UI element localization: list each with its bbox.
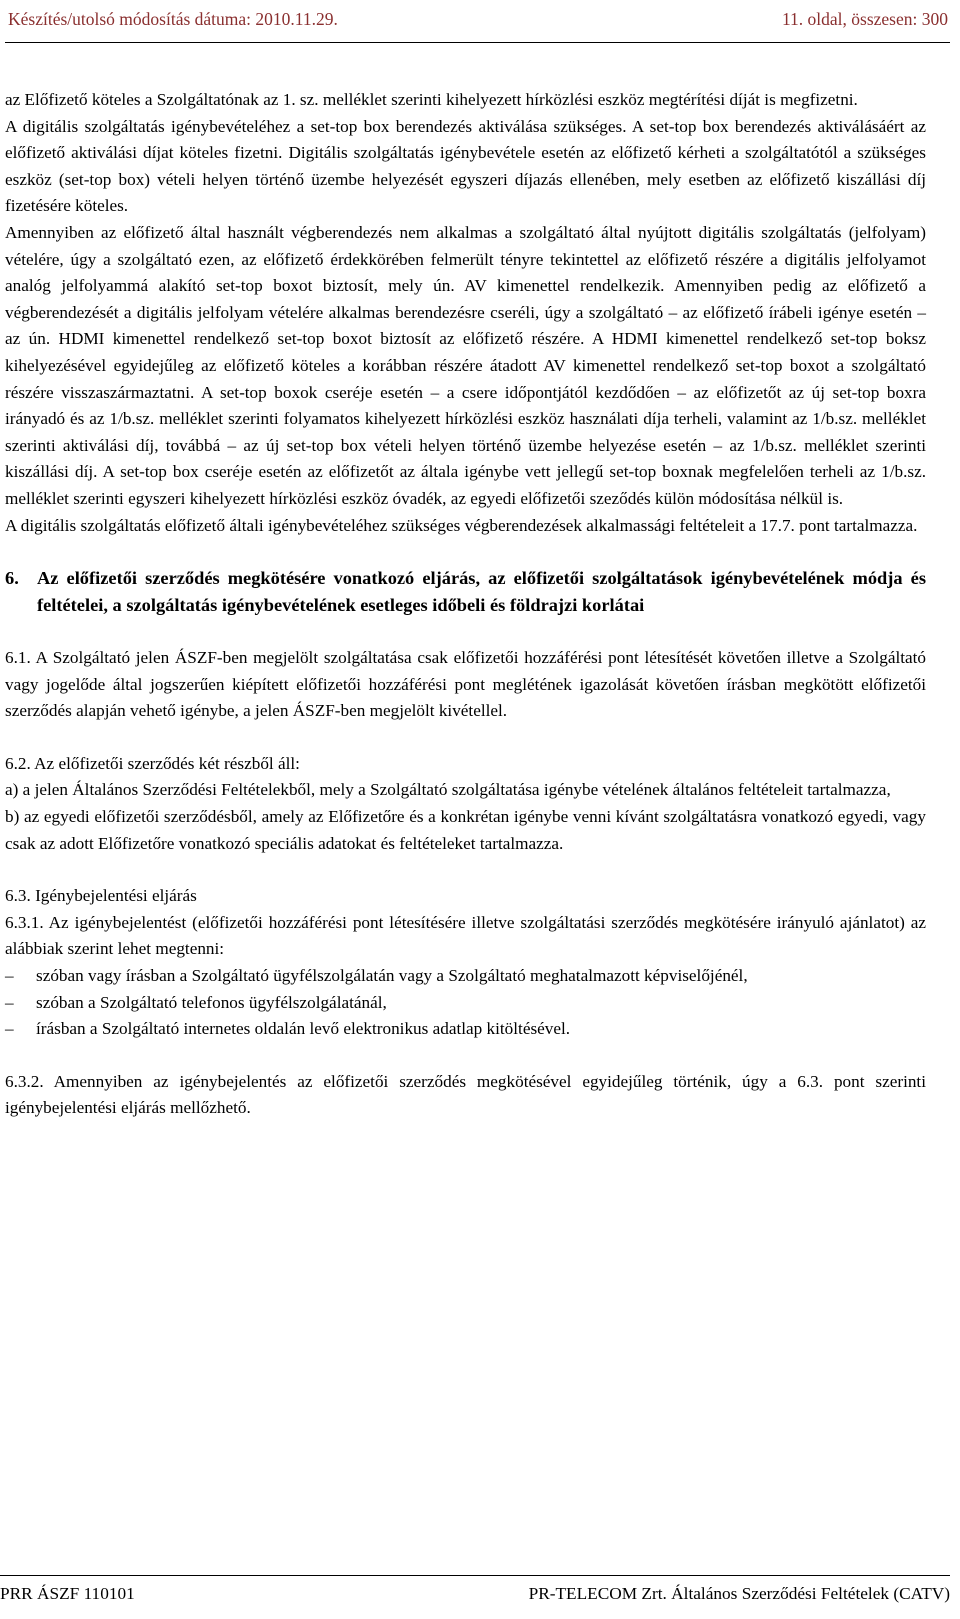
footer-divider [0, 1575, 950, 1576]
header-date: Készítés/utolsó módosítás dátuma: 2010.11.29. [8, 9, 338, 29]
dash-bullet: – [5, 992, 14, 1012]
list-item [5, 1016, 926, 1043]
page-footer [0, 1583, 950, 1609]
document-body [5, 87, 926, 1122]
paragraph-requirements: A digitális szolgáltatás előfizető általi igénybevételéhez szükséges végberendezések alkalmassági feltételeit a 17.7. pont tartalmazza. [5, 515, 918, 535]
paragraph-6-2-b: b) az egyedi előfizetői szerződésből, amely az Előfizetőre és a konkrétan igénybe venni kívánt szolgáltatásra vonatkozó egyedi, vagy csak az adott Előfizetőre vonatkozó speciális adatokat és feltételeket tartalmazza. [5, 807, 926, 853]
list-item-text: írásban a Szolgáltató internetes oldalán levő elektronikus adatlap kitöltésével. [36, 1019, 571, 1039]
footer-company: PR-TELECOM Zrt. Általános Szerződési Feltételek (CATV) [528, 1584, 950, 1603]
paragraph-activation: A digitális szolgáltatás igénybevételéhez a set-top box berendezés aktiválása szükséges. A set-top box berendezés aktiválásáért az előfizető aktiválási díjat köteles fizetni. Digitális szolgáltatás igénybevétele esetén az előfizető kérheti a szolgáltatótól a szükséges eszköz (set-top box) vételi helyen történő üzembe helyezését egyszeri díjazás ellenében, mely esetben az előfizető kiszállási díj fizetésére köteles. [5, 116, 926, 216]
header-page-count: 11. oldal, összesen: 300 [781, 9, 948, 29]
list-item-text: szóban vagy írásban a Szolgáltató ügyfélszolgálatán vagy a Szolgáltató meghatalmazott képviselőjénél, [36, 966, 748, 986]
dash-bullet: – [5, 966, 14, 986]
section-title: Az előfizetői szerződés megkötésére vonatkozó eljárás, az előfizetői szolgáltatások igénybevételének módja és feltételei, a szolgáltatás igénybevételének esetleges időbeli és földrajzi korlátai [37, 568, 926, 616]
dash-bullet: – [5, 1019, 14, 1039]
paragraph-6-2-intro: 6.2. Az előfizetői szerződés két részből áll: [5, 753, 300, 773]
page-header [8, 8, 948, 32]
spacer [5, 1043, 926, 1069]
spacer [5, 725, 926, 751]
spacer [5, 539, 926, 565]
paragraph-6-3-1: 6.3.1. Az igénybejelentést (előfizetői hozzáférési pont létesítésére illetve szolgáltatási szerződés megkötésére irányuló ajánlatot) az alábbiak szerint lehet megtenni: [5, 912, 926, 959]
spacer [5, 857, 926, 883]
paragraph-6-3-2: 6.3.2. Amennyiben az igénybejelentés az előfizetői szerződés megkötésével egyidejűleg történik, úgy a 6.3. pont szerinti igénybejelentési eljárás mellőzhető. [5, 1071, 926, 1118]
subsection-title: 6.3. Igénybejelentési eljárás [5, 886, 197, 906]
paragraph-6-1: 6.1. A Szolgáltató jelen ÁSZF-ben megjelölt szolgáltatása csak előfizetői hozzáférési pont létesítését követően illetve a Szolgáltató vagy jogelőde által jogszerűen kiépített előfizetői hozzáférési pont meglétének igazolását követően írásban megkötött előfizetői szerződés alapján vehető igénybe, a jelen ÁSZF-ben megjelölt kivétellel. [5, 648, 926, 721]
section-heading [5, 565, 926, 619]
spacer [5, 619, 926, 645]
list-item [5, 963, 926, 990]
footer-document-id: PRR ÁSZF 110101 [0, 1584, 135, 1603]
paragraph-6-2-a: a) a jelen Általános Szerződési Feltételekből, mely a Szolgáltató szolgáltatása igénybe vételének általános feltételeit tartalmazza, [5, 780, 891, 800]
section-number: 6. [5, 568, 19, 589]
list-item [5, 990, 926, 1017]
paragraph-fee: az Előfizető köteles a Szolgáltatónak az 1. sz. melléklet szerinti kihelyezett hírközlési eszköz megtérítési díját is megfizetni. [5, 90, 858, 109]
paragraph-set-top-box: Amennyiben az előfizető által használt végberendezés nem alkalmas a szolgáltató által nyújtott digitális szolgáltatás (jelfolyam) vételére, úgy a szolgáltató ezen, az előfizető érdekkörében felmerült tényre tekintettel az előfizető részére a digitális jelfolyamot analóg jelfolyammá alakító set-top boxot biztosít, mely ún. AV kimenettel rendelkezik. Amennyiben pedig az előfizető a végberendezését a digitális jelfolyam vételére alkalmas berendezésre cseréli, úgy a szolgáltató – az előfizető írábeli igénye esetén – az ún. HDMI kimenettel rendelkező set-top boxot biztosít az előfizető részére. A HDMI kimenettel rendelkező set-top boksz kihelyezésével egyidejűleg az előfizető köteles a korábban részére átadott AV kimenettel rendelkező set-top boxot a szolgáltató részére visszaszármaztatni. A set-top boxok cseréje esetén – a csere időpontjától kezdődően – az előfizetőt az új set-top boxra irányadó és az 1/b.sz. melléklet szerinti folyamatos kihelyezett hírközlési eszköz használati díja terheli, valamint az 1/b.sz. melléklet szerinti aktiválási díj, továbbá – az új set-top box vételi helyen történő üzembe helyezése esetén – az 1/b.sz. melléklet szerinti kiszállási díj. A set-top box cseréje esetén az előfizetőt az általa igénybe vett jellegű set-top boxnak megfelelően terheli az 1/b.sz. melléklet szerinti egyszeri kihelyezett hírközlési eszköz óvadék, az egyedi előfizetői szeződés külön módosítása nélkül is. [5, 222, 926, 508]
list-item-text: szóban a Szolgáltató telefonos ügyfélszolgálatánál, [36, 992, 387, 1012]
header-divider [5, 42, 950, 43]
